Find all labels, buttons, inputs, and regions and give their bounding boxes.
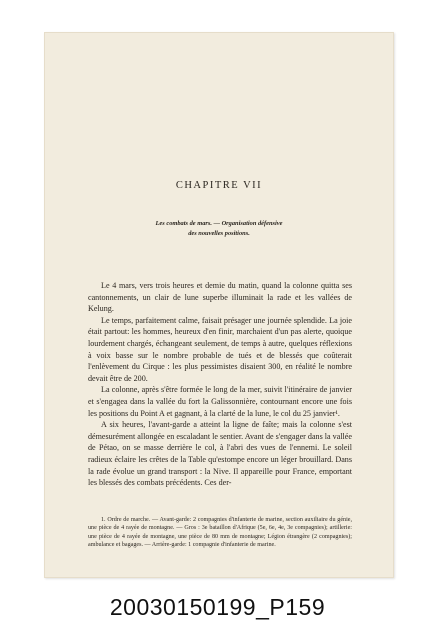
paragraph-4: A six heures, l'avant-garde a atteint la ligne de faîte; mais la colonne s'est démesurément allongée en escaladant le sentier. Avant de s'engager dans la vallée de Pétao, on se masse derrière le col, à l'abri des vues de l'ennemi. Le soleil radieux éclaire les crêtes de la Table qu'estompe encore un léger brouillard. Dans la rade évolue un grand transport : la Nive. Il appareille pour France, emportant les blessés des combats précédents. Ces der- (88, 420, 352, 488)
body-text (88, 280, 352, 489)
section-title-line-2: des nouvelles positions. (188, 229, 250, 237)
footnote-text: 1. Ordre de marche. — Avant-garde: 2 compagnies d'infanterie de marine, section auxiliaire du génie, une pièce de 4 rayée de montagne. — Gros : 3e bataillon d'Afrique (5e, 6e, 4e, 3e compagnies); artillerie: une pièce de 4 rayée de montagne, une pièce de 80 mm de montagne; Légion étrangère (2 compagnies); ambulance et bagages. — Arrière-garde: 1 compagnie d'infanterie de marine. (88, 517, 352, 549)
paragraph-1: Le 4 mars, vers trois heures et demie du matin, quand la colonne quitta ses cantonnements, un clair de lune superbe illuminait la rade et les vallées de Kelung. (88, 281, 352, 314)
section-title (44, 219, 394, 238)
image-caption: 20030150199_P159 (109, 594, 326, 620)
chapter-title: CHAPITRE VII (175, 180, 263, 191)
paragraph-2: Le temps, parfaitement calme, faisait présager une journée splendide. La joie était partout: les hommes, heureux d'en finir, marchaient d'un pas alerte, quoique lourdement chargés, échangeant seulement, de temps à autre, quelques réflexions à voix basse sur le nombre probable de tués et de blessés que coûterait l'enlèvement du Cirque : les plus pessimistes disaient 300, en réalité le nombre devait être de 200. (88, 315, 352, 383)
section-title-line-1: Les combats de mars. — Organisation défensive (155, 220, 283, 227)
footnote (88, 516, 352, 550)
book-page (44, 32, 394, 578)
paragraph-3: La colonne, après s'être formée le long de la mer, suivit l'itinéraire de janvier et s'engagea dans la vallée du fort la Galissonnière, contournant encore une fois les positions du Point A et gagnant, à la clarté de la lune, le col du 25 janvier¹. (88, 385, 352, 418)
